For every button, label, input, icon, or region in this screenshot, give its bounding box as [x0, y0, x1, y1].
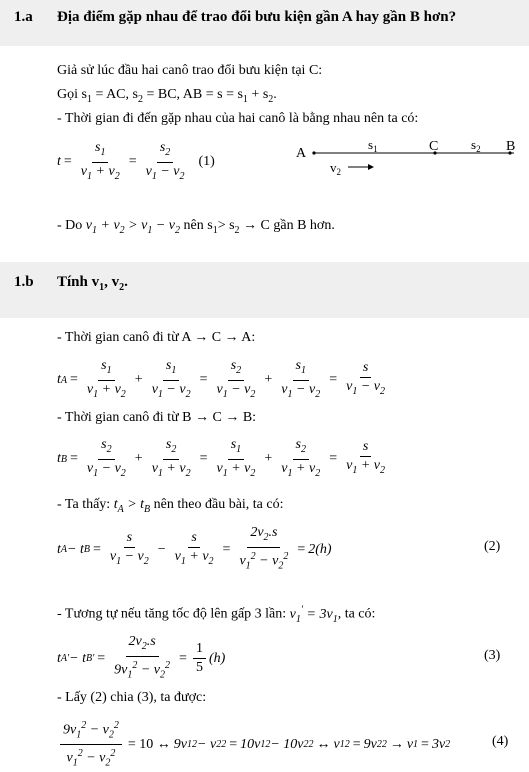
equation-3-number: (3) [484, 648, 501, 663]
paragraph-divide: - Lấy (2) chia (3), ta được: [57, 690, 207, 705]
paragraph-equal-time: - Thời gian đi đến gặp nhau của hai canô là bằng nhau nên ta có: [57, 111, 419, 126]
section-b-number: 1.b [14, 274, 34, 290]
section-a-header [0, 0, 529, 46]
point-c-label: C [429, 139, 439, 154]
section-b-title: Tính $v_1$, $v_2$. [57, 274, 128, 293]
equation-tb: t B = $\frac{s_2}{v_1 - v_2}$ + $\frac{s_2}{v_1 + v_2}$ = $\frac{s_1}{v_1 + v_2}$ + $\frac{s_2}{v_1 + v_2}$ = $\frac{s}{v_1 + v_2}$ [57, 437, 385, 479]
section-a-title: Địa điểm gặp nhau để trao đổi bưu kiện gần A hay gần B hơn? [57, 9, 457, 25]
equation-3: t A ' − t B ' = $\frac{2v_2.s}{9v_1^2 - v_2^2}$ = $\frac{1}{5}$ (h) [57, 634, 226, 681]
position-diagram [290, 136, 520, 176]
equation-4-number: (4) [492, 734, 509, 749]
equation-1: t = $\frac{s_1}{v_1 + v_2}$ = $\frac{s_2}{v_1 - v_2}$ (1) [57, 140, 215, 182]
section-a-number: 1.a [14, 9, 33, 25]
equation-2: t A − t B = $\frac{s}{v_1 - v_2}$ − $\frac{s}{v_1 + v_2}$ = $\frac{2v_2.s}{v_1^2 - v_2^2}$ = 2(h) [57, 525, 332, 572]
equation-2-number: (2) [484, 539, 501, 554]
equation-ta: t A = $\frac{s_1}{v_1 + v_2}$ + $\frac{s_1}{v_1 - v_2}$ = $\frac{s_2}{v_1 - v_2}$ + $\frac{s_1}{v_1 - v_2}$ = $\frac{s}{v_1 - v_2}$ [57, 358, 385, 400]
equation-4: $\frac{9v_1^2 - v_2^2}{v_1^2 - v_2^2}$ = 10 ↔ 9v 1 2 − v 2 2 = 10v 1 2 − 10v 2 2 ↔ v 1 2 = 9v 2 2 → v 1 = 3v 2 [57, 718, 450, 772]
s1-label: $s_1$ [368, 137, 378, 154]
paragraph-time-b: - Thời gian canô đi từ B → C → B: [57, 410, 257, 425]
paragraph-we-see: - Ta thấy: $t_A > t_B$ nên theo đầu bài, ta có: [57, 497, 284, 515]
s2-label: $s_2$ [471, 137, 481, 154]
section-b-header [0, 262, 529, 318]
paragraph-time-a: - Thời gian canô đi từ A → C → A: [57, 330, 256, 345]
paragraph-assume: Giả sử lúc đầu hai canô trao đổi bưu kiện tại C: [57, 63, 323, 78]
paragraph-definitions: Gọi $s_1$ = AC, $s_2$ = BC, AB = $s = s_1 + s_2$. [57, 87, 277, 105]
paragraph-triple-speed: - Tương tự nếu tăng tốc độ lên gấp 3 lần: $v_1' = 3v_1$, ta có: [57, 604, 376, 625]
paragraph-conclusion: - Do $v_1 + v_2 > v_1 - v_2$ nên $s_1> s_2 \to C$ gần B hơn. [57, 218, 335, 236]
point-a-label: A [296, 146, 307, 161]
point-b-label: B [506, 139, 516, 154]
v2-label: $v_2$ [330, 160, 341, 176]
equation-1-number: (1) [198, 154, 215, 170]
